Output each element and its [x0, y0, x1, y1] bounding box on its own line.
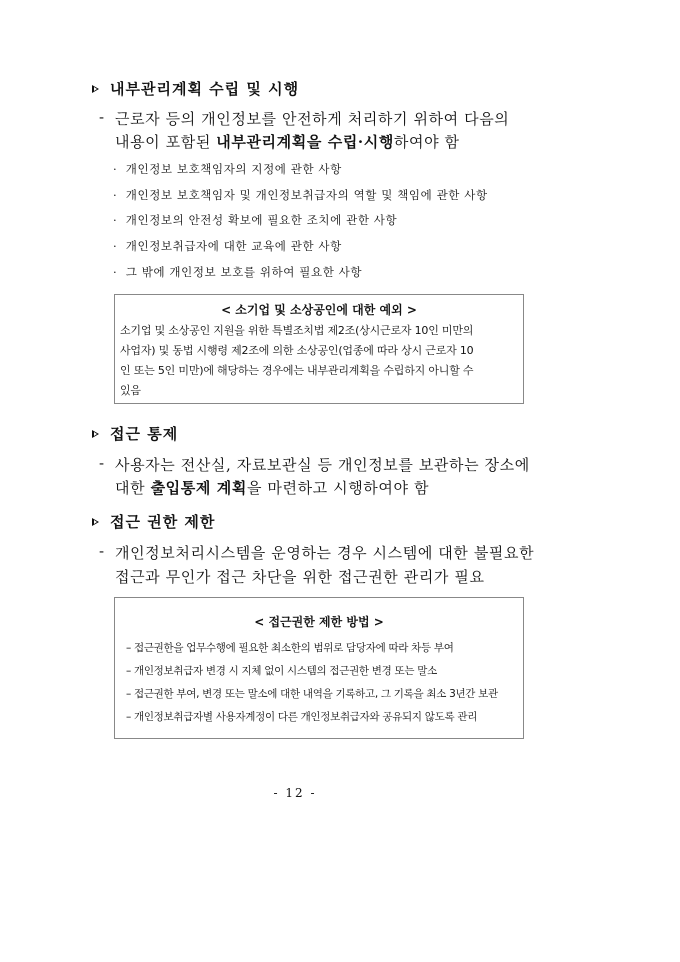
section-marker-icon [92, 430, 99, 438]
section-heading-access-control: 접근 통제 [110, 425, 179, 443]
box-text-line: 사업자) 및 동법 시행령 제2조에 의한 소상공인(업종에 따라 상시 근로자 10 [120, 344, 474, 357]
text-run: 하여야 함 [393, 133, 460, 151]
paragraph-line: 개인정보처리시스템을 운영하는 경우 시스템에 대한 불필요한 [115, 544, 535, 562]
bullet-dot-icon: · [113, 188, 118, 202]
bullet-dot-icon: · [113, 162, 118, 176]
paragraph-line: 근로자 등의 개인정보를 안전하게 처리하기 위하여 다음의 [115, 110, 510, 128]
dash-marker: - [99, 542, 105, 560]
dash-marker: - [99, 454, 105, 472]
text-run: 대한 [115, 479, 151, 497]
paragraph-line [115, 131, 460, 152]
bullet-text: 개인정보취급자에 대한 교육에 관한 사항 [125, 239, 342, 253]
bullet-item [113, 161, 342, 177]
paragraph-line [115, 477, 429, 498]
box-text-line: 소기업 및 소상공인 지원을 위한 특별조치법 제2조(상시근로자 10인 미만의 [120, 324, 474, 337]
access-restriction-methods-box [114, 597, 524, 739]
bullet-text: 개인정보 보호책임자의 지정에 관한 사항 [125, 162, 342, 176]
paragraph-line: 접근과 무인가 접근 차단을 위한 접근권한 관리가 필요 [115, 568, 485, 586]
bullet-item [113, 238, 342, 254]
section-marker-icon [92, 518, 99, 526]
page-number: - 12 - [273, 786, 317, 800]
bullet-text: 개인정보 보호책임자 및 개인정보취급자의 역할 및 책임에 관한 사항 [125, 188, 488, 202]
box-text-line: 인 또는 5인 미만)에 해당하는 경우에는 내부관리계획을 수립하지 아니할 수 [120, 364, 474, 377]
exception-notice-box [114, 294, 524, 404]
section-heading-access-restriction: 접근 권한 제한 [110, 513, 216, 531]
bullet-dot-icon: · [113, 239, 118, 253]
method-item: – 개인정보취급자 변경 시 지체 없이 시스템의 접근권한 변경 또는 말소 [126, 665, 437, 677]
method-item: – 개인정보취급자별 사용자계정이 다른 개인정보취급자와 공유되지 않도록 관리 [126, 711, 478, 723]
section-marker-icon [92, 85, 99, 93]
bullet-dot-icon: · [113, 213, 118, 227]
method-item: – 접근권한 부여, 변경 또는 말소에 대한 내역을 기록하고, 그 기록을 최소 3년간 보관 [126, 688, 498, 700]
bold-text-run: 출입통제 계획 [150, 479, 247, 497]
paragraph-line: 사용자는 전산실, 자료보관실 등 개인정보를 보관하는 장소에 [115, 456, 530, 474]
bullet-item [113, 187, 488, 203]
bullet-text: 그 밖에 개인정보 보호를 위하여 필요한 사항 [125, 265, 363, 279]
box-title: < 접근권한 제한 방법 > [254, 615, 384, 629]
bullet-item [113, 212, 397, 228]
text-run: 내용이 포함된 [115, 133, 217, 151]
bullet-dot-icon: · [113, 265, 118, 279]
dash-marker: - [99, 108, 105, 126]
text-run: 을 마련하고 시행하여야 함 [246, 479, 430, 497]
method-item: – 접근권한을 업무수행에 필요한 최소한의 범위로 담당자에 따라 차등 부여 [126, 642, 454, 654]
bullet-text: 개인정보의 안전성 확보에 필요한 조치에 관한 사항 [125, 213, 398, 227]
bullet-item [113, 264, 362, 280]
section-heading-internal-plan: 내부관리계획 수립 및 시행 [110, 80, 300, 98]
box-text-line: 있음 [120, 384, 141, 397]
box-title: < 소기업 및 소상공인에 대한 예외 > [221, 303, 417, 317]
bold-text-run: 내부관리계획을 수립·시행 [216, 133, 394, 151]
